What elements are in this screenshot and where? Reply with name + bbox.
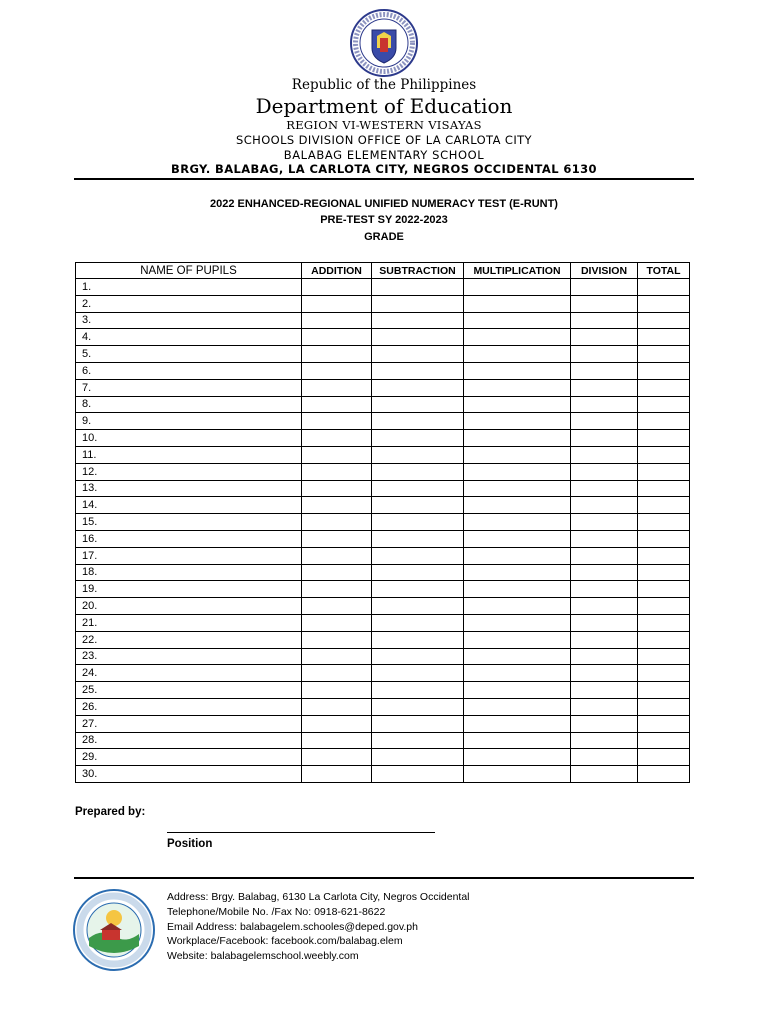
total-cell[interactable] [638, 413, 690, 430]
subtraction-cell[interactable] [372, 648, 464, 665]
multiplication-cell[interactable] [464, 648, 571, 665]
column-header-addition: ADDITION [302, 263, 372, 279]
multiplication-cell[interactable] [464, 497, 571, 514]
addition-cell[interactable] [302, 413, 372, 430]
pupil-name-cell[interactable]: 24. [76, 665, 302, 682]
table-row [76, 430, 690, 447]
multiplication-cell[interactable] [464, 480, 571, 497]
division-cell[interactable] [571, 665, 638, 682]
pupil-score-table [75, 262, 690, 783]
table-row [76, 396, 690, 413]
multiplication-cell[interactable] [464, 396, 571, 413]
total-cell[interactable] [638, 598, 690, 615]
total-cell[interactable] [638, 480, 690, 497]
table-row [76, 480, 690, 497]
table-row [76, 514, 690, 531]
region-label: REGION VI-WESTERN VISAYAS [286, 118, 482, 132]
table-header-row [76, 263, 690, 279]
subtraction-cell[interactable] [372, 665, 464, 682]
total-cell[interactable] [638, 312, 690, 329]
pupil-name-cell[interactable]: 5. [76, 346, 302, 363]
subtraction-cell[interactable] [372, 346, 464, 363]
pupil-name-cell[interactable]: 7. [76, 379, 302, 396]
table-row [76, 329, 690, 346]
pupil-name-cell[interactable]: 30. [76, 766, 302, 783]
multiplication-cell[interactable] [464, 530, 571, 547]
subtraction-cell[interactable] [372, 749, 464, 766]
subtraction-cell[interactable] [372, 295, 464, 312]
table-row [76, 346, 690, 363]
division-cell[interactable] [571, 480, 638, 497]
division-cell[interactable] [571, 295, 638, 312]
division-cell[interactable] [571, 312, 638, 329]
balabag-school-logo-icon [72, 888, 156, 972]
multiplication-cell[interactable] [464, 766, 571, 783]
multiplication-cell[interactable] [464, 547, 571, 564]
addition-cell[interactable] [302, 648, 372, 665]
addition-cell[interactable] [302, 698, 372, 715]
multiplication-cell[interactable] [464, 430, 571, 447]
subtraction-cell[interactable] [372, 312, 464, 329]
subtraction-cell[interactable] [372, 362, 464, 379]
table-row [76, 614, 690, 631]
column-header-name: NAME OF PUPILS [76, 263, 302, 279]
addition-cell[interactable] [302, 547, 372, 564]
division-cell[interactable] [571, 497, 638, 514]
pupil-name-cell[interactable]: 2. [76, 295, 302, 312]
addition-cell[interactable] [302, 396, 372, 413]
total-cell[interactable] [638, 514, 690, 531]
multiplication-cell[interactable] [464, 446, 571, 463]
pupil-name-cell[interactable]: 14. [76, 497, 302, 514]
addition-cell[interactable] [302, 346, 372, 363]
pupil-name-cell[interactable]: 1. [76, 279, 302, 296]
division-cell[interactable] [571, 514, 638, 531]
subtraction-cell[interactable] [372, 698, 464, 715]
addition-cell[interactable] [302, 581, 372, 598]
table-row [76, 698, 690, 715]
subtraction-cell[interactable] [372, 732, 464, 749]
multiplication-cell[interactable] [464, 665, 571, 682]
addition-cell[interactable] [302, 598, 372, 615]
total-cell[interactable] [638, 766, 690, 783]
pupil-name-cell[interactable]: 9. [76, 413, 302, 430]
division-cell[interactable] [571, 362, 638, 379]
division-cell[interactable] [571, 530, 638, 547]
pupil-name-cell[interactable]: 12. [76, 463, 302, 480]
multiplication-cell[interactable] [464, 631, 571, 648]
addition-cell[interactable] [302, 564, 372, 581]
multiplication-cell[interactable] [464, 463, 571, 480]
table-row [76, 463, 690, 480]
division-cell[interactable] [571, 715, 638, 732]
subtraction-cell[interactable] [372, 413, 464, 430]
total-cell[interactable] [638, 329, 690, 346]
total-cell[interactable] [638, 614, 690, 631]
table-row [76, 598, 690, 615]
multiplication-cell[interactable] [464, 362, 571, 379]
footer-contact [167, 890, 470, 964]
column-header-subtraction: SUBTRACTION [372, 263, 464, 279]
pupil-name-cell[interactable]: 13. [76, 480, 302, 497]
division-cell[interactable] [571, 430, 638, 447]
pupil-name-cell[interactable]: 11. [76, 446, 302, 463]
total-cell[interactable] [638, 665, 690, 682]
division-cell[interactable] [571, 329, 638, 346]
division-cell[interactable] [571, 413, 638, 430]
table-row [76, 732, 690, 749]
test-title: 2022 ENHANCED-REGIONAL UNIFIED NUMERACY TEST (E-RUNT) [210, 198, 558, 210]
total-cell[interactable] [638, 379, 690, 396]
total-cell[interactable] [638, 698, 690, 715]
position-label: Position [167, 838, 213, 850]
signature-line [167, 832, 435, 833]
pupil-name-cell[interactable]: 8. [76, 396, 302, 413]
pupil-name-cell[interactable]: 16. [76, 530, 302, 547]
pupil-name-cell[interactable]: 25. [76, 682, 302, 699]
footer-website[interactable]: Website: balabagelemschool.weebly.com [167, 950, 359, 963]
division-cell[interactable] [571, 682, 638, 699]
division-cell[interactable] [571, 379, 638, 396]
test-subtitle: PRE-TEST SY 2022-2023 [320, 214, 448, 226]
header-divider [74, 178, 694, 180]
pupil-name-cell[interactable]: 28. [76, 732, 302, 749]
total-cell[interactable] [638, 564, 690, 581]
division-cell[interactable] [571, 766, 638, 783]
multiplication-cell[interactable] [464, 312, 571, 329]
multiplication-cell[interactable] [464, 749, 571, 766]
division-cell[interactable] [571, 598, 638, 615]
addition-cell[interactable] [302, 497, 372, 514]
addition-cell[interactable] [302, 665, 372, 682]
addition-cell[interactable] [302, 614, 372, 631]
division-cell[interactable] [571, 396, 638, 413]
multiplication-cell[interactable] [464, 581, 571, 598]
total-cell[interactable] [638, 396, 690, 413]
subtraction-cell[interactable] [372, 530, 464, 547]
division-cell[interactable] [571, 279, 638, 296]
division-cell[interactable] [571, 698, 638, 715]
multiplication-cell[interactable] [464, 514, 571, 531]
table-row [76, 564, 690, 581]
division-cell[interactable] [571, 732, 638, 749]
footer-facebook[interactable]: Workplace/Facebook: facebook.com/balabag.elem [167, 935, 403, 948]
table-row [76, 682, 690, 699]
subtraction-cell[interactable] [372, 598, 464, 615]
footer-divider [74, 877, 694, 879]
table-row [76, 547, 690, 564]
addition-cell[interactable] [302, 749, 372, 766]
addition-cell[interactable] [302, 514, 372, 531]
table-row [76, 446, 690, 463]
column-header-multiplication: MULTIPLICATION [464, 263, 571, 279]
division-cell[interactable] [571, 581, 638, 598]
division-cell[interactable] [571, 564, 638, 581]
division-cell[interactable] [571, 346, 638, 363]
pupil-name-cell[interactable]: 10. [76, 430, 302, 447]
division-cell[interactable] [571, 547, 638, 564]
column-header-total: TOTAL [638, 263, 690, 279]
addition-cell[interactable] [302, 312, 372, 329]
addition-cell[interactable] [302, 463, 372, 480]
division-cell[interactable] [571, 446, 638, 463]
subtraction-cell[interactable] [372, 396, 464, 413]
subtraction-cell[interactable] [372, 463, 464, 480]
subtraction-cell[interactable] [372, 446, 464, 463]
pupil-name-cell[interactable]: 19. [76, 581, 302, 598]
table-row [76, 497, 690, 514]
total-cell[interactable] [638, 749, 690, 766]
subtraction-cell[interactable] [372, 547, 464, 564]
division-cell[interactable] [571, 648, 638, 665]
total-cell[interactable] [638, 581, 690, 598]
multiplication-cell[interactable] [464, 598, 571, 615]
pupil-name-cell[interactable]: 29. [76, 749, 302, 766]
subtraction-cell[interactable] [372, 279, 464, 296]
table-row [76, 749, 690, 766]
multiplication-cell[interactable] [464, 614, 571, 631]
addition-cell[interactable] [302, 480, 372, 497]
division-cell[interactable] [571, 463, 638, 480]
pupil-name-cell[interactable]: 26. [76, 698, 302, 715]
subtraction-cell[interactable] [372, 682, 464, 699]
addition-cell[interactable] [302, 279, 372, 296]
multiplication-cell[interactable] [464, 346, 571, 363]
subtraction-cell[interactable] [372, 480, 464, 497]
footer-address: Address: Brgy. Balabag, 6130 La Carlota City, Negros Occidental [167, 891, 470, 903]
school-address: BRGY. BALABAG, LA CARLOTA CITY, NEGROS OCCIDENTAL 6130 [171, 162, 597, 176]
addition-cell[interactable] [302, 379, 372, 396]
total-cell[interactable] [638, 463, 690, 480]
total-cell[interactable] [638, 362, 690, 379]
multiplication-cell[interactable] [464, 379, 571, 396]
multiplication-cell[interactable] [464, 698, 571, 715]
multiplication-cell[interactable] [464, 329, 571, 346]
division-cell[interactable] [571, 749, 638, 766]
subtraction-cell[interactable] [372, 379, 464, 396]
total-cell[interactable] [638, 682, 690, 699]
addition-cell[interactable] [302, 362, 372, 379]
grade-label: GRADE [364, 231, 404, 243]
department-title: Department of Education [255, 94, 513, 118]
addition-cell[interactable] [302, 682, 372, 699]
multiplication-cell[interactable] [464, 715, 571, 732]
addition-cell[interactable] [302, 631, 372, 648]
total-cell[interactable] [638, 648, 690, 665]
total-cell[interactable] [638, 295, 690, 312]
subtraction-cell[interactable] [372, 564, 464, 581]
table-body [76, 279, 690, 783]
total-cell[interactable] [638, 631, 690, 648]
addition-cell[interactable] [302, 295, 372, 312]
total-cell[interactable] [638, 430, 690, 447]
table-row [76, 362, 690, 379]
division-label: SCHOOLS DIVISION OFFICE OF LA CARLOTA CITY [236, 133, 532, 147]
table-row [76, 581, 690, 598]
pupil-name-cell[interactable]: 3. [76, 312, 302, 329]
division-cell[interactable] [571, 614, 638, 631]
total-cell[interactable] [638, 715, 690, 732]
multiplication-cell[interactable] [464, 295, 571, 312]
pupil-name-cell[interactable]: 18. [76, 564, 302, 581]
column-header-division: DIVISION [571, 263, 638, 279]
total-cell[interactable] [638, 346, 690, 363]
table-row [76, 648, 690, 665]
subtraction-cell[interactable] [372, 631, 464, 648]
pupil-name-cell[interactable]: 23. [76, 648, 302, 665]
subtraction-cell[interactable] [372, 715, 464, 732]
pupil-name-cell[interactable]: 22. [76, 631, 302, 648]
pupil-name-cell[interactable]: 4. [76, 329, 302, 346]
addition-cell[interactable] [302, 715, 372, 732]
division-cell[interactable] [571, 631, 638, 648]
republic-label: Republic of the Philippines [291, 77, 477, 93]
subtraction-cell[interactable] [372, 766, 464, 783]
subtraction-cell[interactable] [372, 430, 464, 447]
table-row [76, 379, 690, 396]
addition-cell[interactable] [302, 732, 372, 749]
pupil-name-cell[interactable]: 6. [76, 362, 302, 379]
prepared-by-label: Prepared by: [75, 806, 146, 818]
table-row [76, 631, 690, 648]
footer-phone: Telephone/Mobile No. /Fax No: 0918-621-8622 [167, 905, 386, 918]
table-row [76, 312, 690, 329]
multiplication-cell[interactable] [464, 279, 571, 296]
multiplication-cell[interactable] [464, 564, 571, 581]
pupil-name-cell[interactable]: 27. [76, 715, 302, 732]
total-cell[interactable] [638, 446, 690, 463]
pupil-name-cell[interactable]: 20. [76, 598, 302, 615]
table-row [76, 665, 690, 682]
multiplication-cell[interactable] [464, 732, 571, 749]
total-cell[interactable] [638, 279, 690, 296]
table-row [76, 279, 690, 296]
pupil-name-cell[interactable]: 17. [76, 547, 302, 564]
total-cell[interactable] [638, 497, 690, 514]
addition-cell[interactable] [302, 329, 372, 346]
pupil-name-cell[interactable]: 21. [76, 614, 302, 631]
total-cell[interactable] [638, 547, 690, 564]
subtraction-cell[interactable] [372, 581, 464, 598]
table-row [76, 413, 690, 430]
deped-seal-icon [344, 8, 424, 78]
school-name: BALABAG ELEMENTARY SCHOOL [283, 148, 485, 162]
multiplication-cell[interactable] [464, 413, 571, 430]
table-row [76, 530, 690, 547]
subtraction-cell[interactable] [372, 514, 464, 531]
multiplication-cell[interactable] [464, 682, 571, 699]
subtraction-cell[interactable] [372, 497, 464, 514]
pupil-name-cell[interactable]: 15. [76, 514, 302, 531]
total-cell[interactable] [638, 732, 690, 749]
addition-cell[interactable] [302, 766, 372, 783]
addition-cell[interactable] [302, 430, 372, 447]
subtraction-cell[interactable] [372, 329, 464, 346]
subtraction-cell[interactable] [372, 614, 464, 631]
addition-cell[interactable] [302, 530, 372, 547]
footer-email[interactable]: Email Address: balabagelem.schooles@deped.gov.ph [167, 920, 418, 933]
total-cell[interactable] [638, 530, 690, 547]
addition-cell[interactable] [302, 446, 372, 463]
table-row [76, 295, 690, 312]
table-row [76, 715, 690, 732]
table-row [76, 766, 690, 783]
